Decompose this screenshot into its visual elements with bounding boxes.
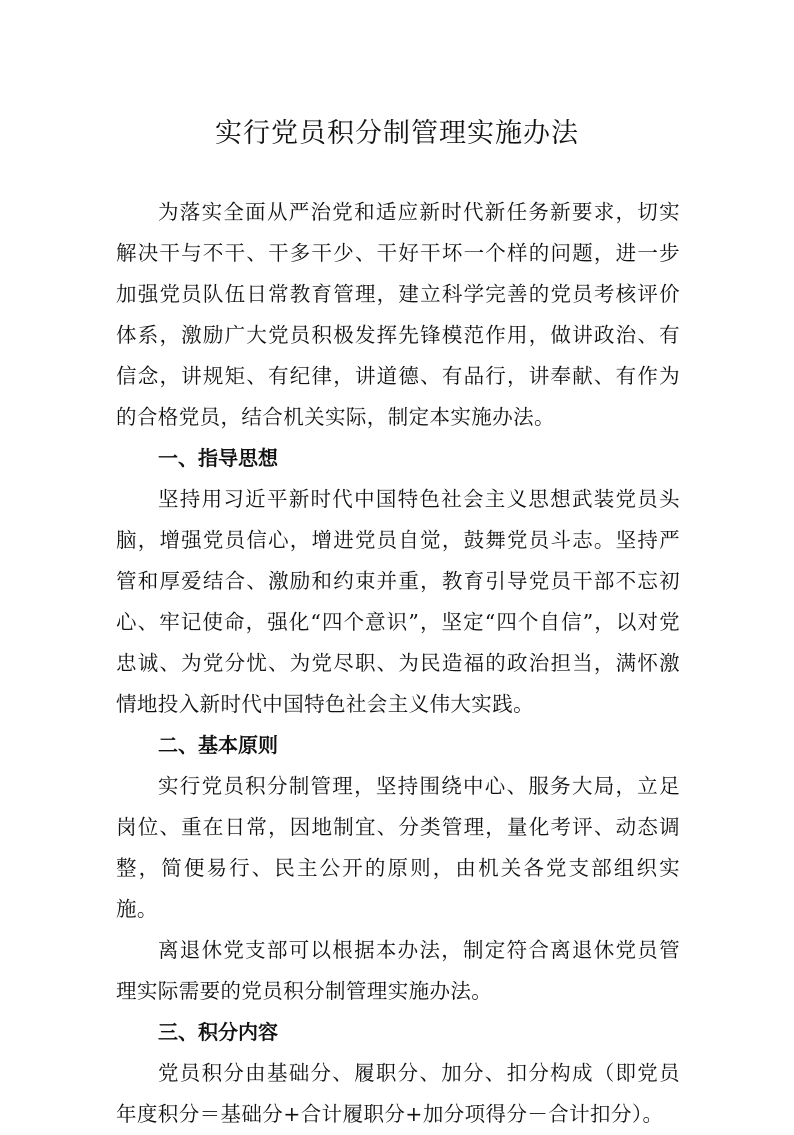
section-paragraph: 实行党员积分制管理，坚持围绕中心、服务大局，立足岗位、重在日常，因地制宜、分类管理，量化考评、动态调整，简便易行、民主公开的原则，由机关各党支部组织实施。	[116, 774, 680, 921]
section-paragraph: 党员积分由基础分、履职分、加分、扣分构成（即党员年度积分＝基础分+合计履职分+加分项得分－合计扣分）。	[116, 1061, 680, 1126]
section-heading-points-content: 三、积分内容	[158, 1020, 278, 1044]
document-title: 实行党员积分制管理实施办法	[215, 118, 579, 149]
intro-paragraph: 为落实全面从严治党和适应新时代新任务新要求，切实解决干与不干、干多干少、干好干坏一个样的问题，进一步加强党员队伍日常教育管理，建立科学完善的党员考核评价体系，激励广大党员积极发挥先锋模范作用，做讲政治、有信念，讲规矩、有纪律，讲道德、有品行，讲奉献、有作为的合格党员，结合机关实际，制定本实施办法。	[116, 200, 680, 429]
section-paragraph: 坚持用习近平新时代中国特色社会主义思想武装党员头脑，增强党员信心，增进党员自觉，鼓舞党员斗志。坚持严管和厚爱结合、激励和约束并重，教育引导党员干部不忘初心、牢记使命，强化“四个意识”，坚定“四个自信”，以对党忠诚、为党分忧、为党尽职、为民造福的政治担当，满怀激情地投入新时代中国特色社会主义伟大实践。	[116, 487, 680, 716]
section-heading-basic-principles: 二、基本原则	[158, 733, 278, 757]
section-heading-guiding-thought: 一、指导思想	[158, 446, 278, 470]
section-paragraph: 离退休党支部可以根据本办法，制定符合离退休党员管理实际需要的党员积分制管理实施办法。	[116, 938, 680, 1003]
document-body	[116, 192, 680, 1135]
